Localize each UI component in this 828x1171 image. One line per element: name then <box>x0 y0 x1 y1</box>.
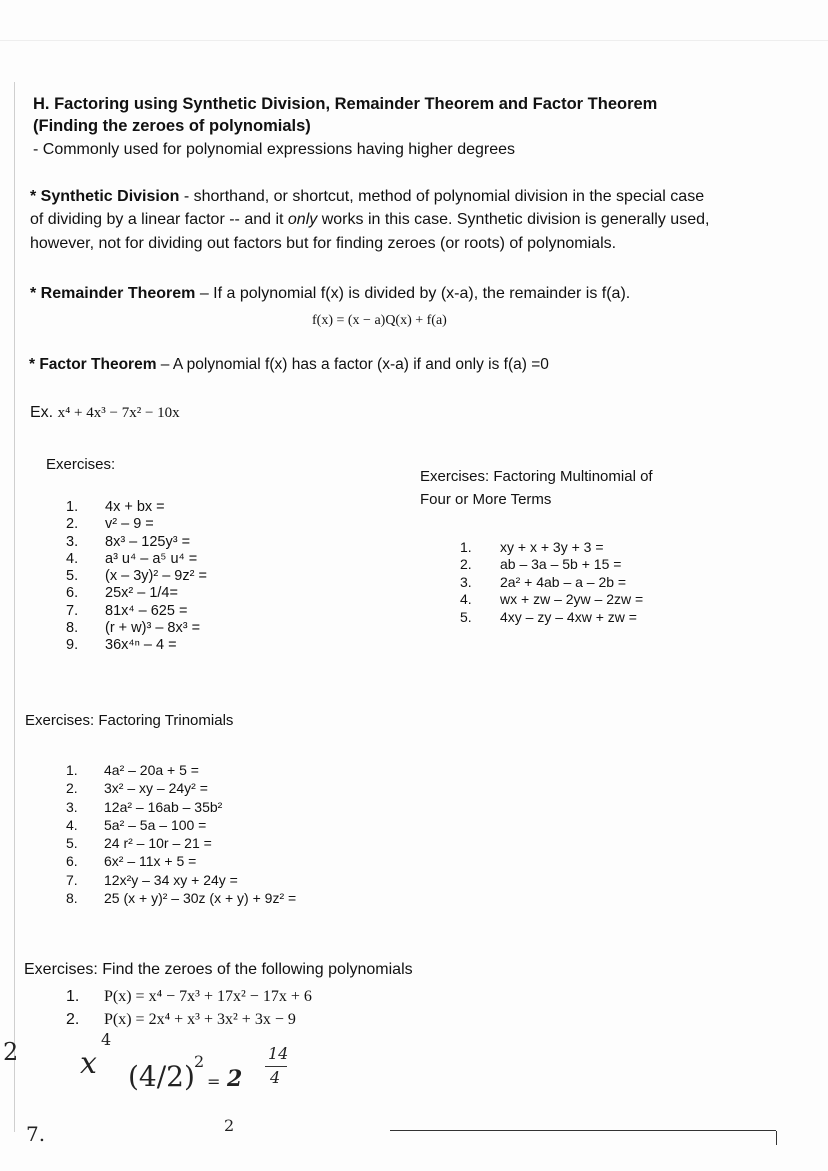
page-edge-line <box>0 40 828 41</box>
exercises-list <box>66 499 207 655</box>
list-item: 1. 4a² – 20a + 5 = <box>66 762 199 778</box>
section-heading: H. Factoring using Synthetic Division, Remainder Theorem and Factor Theorem <box>33 95 658 113</box>
list-item: 4. a³ u⁴ – a⁵ u⁴ = <box>66 550 198 567</box>
zeroes-list <box>66 985 312 1031</box>
list-item: 2. P(x) = 2x⁴ + x³ + 3x² + 3x − 9 <box>66 1011 296 1028</box>
zeroes-title: Exercises: Find the zeroes of the following polynomials <box>24 961 413 978</box>
exercises-label: Exercises: <box>46 456 116 473</box>
list-item: 6. 25x² – 1/4= <box>66 585 178 602</box>
list-item: 3. 12a² – 16ab – 35b² <box>66 798 223 815</box>
list-item: 7. 81x⁴ – 625 = <box>66 602 188 619</box>
list-item: 5. (x – 3y)² – 9z² = <box>66 568 207 585</box>
handwritten-result: 2 <box>227 1066 243 1092</box>
multinomial-list <box>460 539 643 626</box>
handwritten-numerator: 14 <box>268 1044 289 1063</box>
handwritten-denominator: 4 <box>270 1068 281 1087</box>
list-item: 1. 4x + bx = <box>66 499 165 515</box>
box-top-edge <box>390 1130 776 1132</box>
handwritten-fraction-bar <box>265 1066 287 1067</box>
list-item: 8. 25 (x + y)² – 30z (x + y) + 9z² = <box>66 890 297 907</box>
list-item: 5. 4xy – zy – 4xw + zw = <box>460 608 637 625</box>
trinomials-title: Exercises: Factoring Trinomials <box>25 712 234 729</box>
handwritten-equals: = <box>207 1072 221 1091</box>
list-item: 2. 3x² – xy – 24y² = <box>66 780 208 797</box>
synthetic-division-line2: of dividing by a linear factor -- and it only works in this case. Synthetic division is generally used, <box>30 211 710 228</box>
handwritten-mark: 2 <box>224 1116 235 1135</box>
factor-theorem: * Factor Theorem – A polynomial f(x) has a factor (x-a) if and only is f(a) =0 <box>29 356 549 373</box>
list-item: 9. 36x⁴ⁿ – 4 = <box>66 637 177 654</box>
example: Ex. x⁴ + 4x³ − 7x² − 10x <box>30 404 180 421</box>
remainder-theorem: * Remainder Theorem – If a polynomial f(x) is divided by (x-a), the remainder is f(a). <box>30 285 631 302</box>
handwritten-x: x <box>80 1046 97 1081</box>
list-item: 4. 5a² – 5a – 100 = <box>66 816 207 833</box>
multinomial-title-line2: Four or More Terms <box>420 491 552 508</box>
remainder-formula: f(x) = (x − a)Q(x) + f(a) <box>312 313 447 328</box>
list-item: 4. wx + zw – 2yw – 2zw = <box>460 591 644 608</box>
handwritten-exponent: 2 <box>194 1052 205 1071</box>
handwritten-exponent: 4 <box>101 1030 112 1049</box>
handwritten-mark: 2 <box>3 1038 19 1066</box>
list-item: 6. 6x² – 11x + 5 = <box>66 853 197 870</box>
section-note: - Commonly used for polynomial expressions having higher degrees <box>33 141 516 158</box>
list-item: 1. xy + x + 3y + 3 = <box>460 539 604 555</box>
multinomial-title-line1: Exercises: Factoring Multinomial of <box>420 468 653 485</box>
list-item: 7. 12x²y – 34 xy + 24y = <box>66 871 238 888</box>
list-item: 5. 24 r² – 10r – 21 = <box>66 835 212 852</box>
list-item: 2. v² – 9 = <box>66 516 154 533</box>
list-item: 1. P(x) = x⁴ − 7x³ + 17x² − 17x + 6 <box>66 988 312 1005</box>
section-subheading: (Finding the zeroes of polynomials) <box>33 117 311 135</box>
list-item: 3. 8x³ – 125y³ = <box>66 533 191 550</box>
list-item: 8. (r + w)³ – 8x³ = <box>66 620 201 637</box>
synthetic-division-line3: however, not for dividing out factors but for finding zeroes (or roots) of polynomials. <box>30 235 617 252</box>
handwritten-mark: 7. <box>26 1122 46 1146</box>
synthetic-division-line1: * Synthetic Division - shorthand, or shortcut, method of polynomial division in the special case <box>30 188 705 205</box>
left-margin-line <box>14 82 15 1132</box>
list-item: 3. 2a² + 4ab – a – 2b = <box>460 573 627 590</box>
trinomials-list <box>66 761 296 907</box>
list-item: 2. ab – 3a – 5b + 15 = <box>460 556 622 573</box>
handwritten-fraction: (4/2) <box>128 1060 195 1093</box>
